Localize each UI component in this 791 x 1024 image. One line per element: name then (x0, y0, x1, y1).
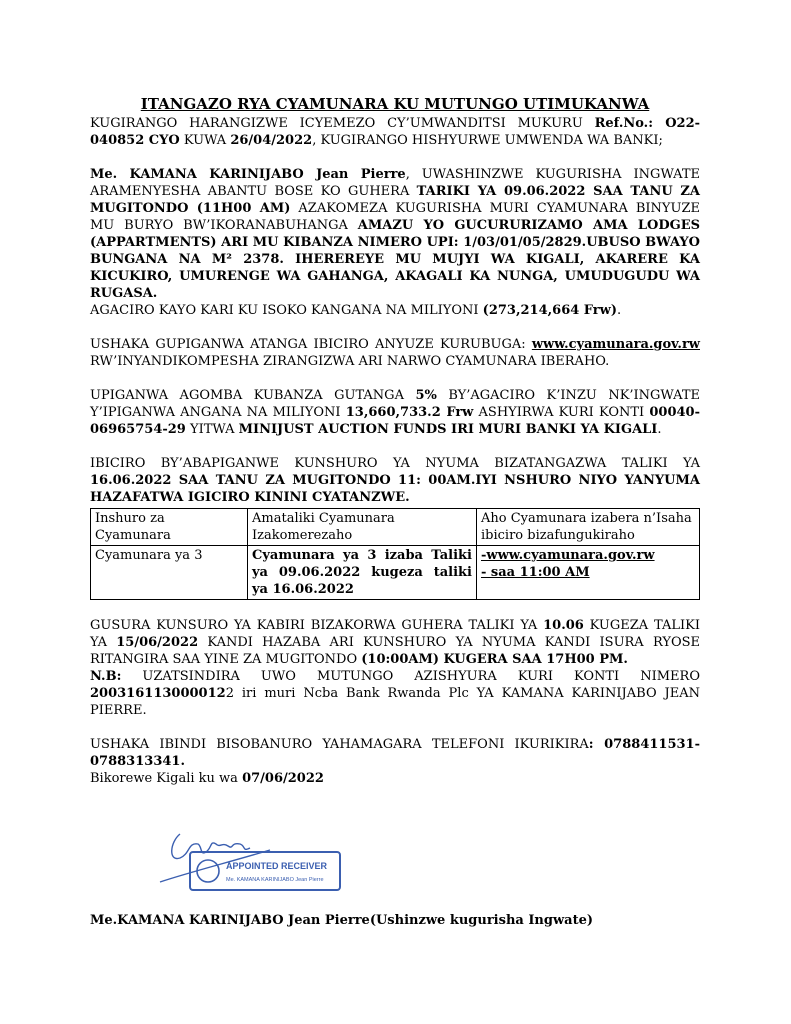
visit-end: 15/06/2022 (116, 635, 199, 650)
table-header: Aho Cyamunara izabera n’Isaha ibiciro bizafungukiraho (477, 509, 700, 546)
text: KUGEZA TALIKI YA (90, 618, 700, 650)
receiver-name: Me. KAMANA KARINIJABO Jean Pierre (90, 167, 406, 182)
document-title: ITANGAZO RYA CYAMUNARA KU MUTUNGO UTIMUKANWA (140, 95, 650, 113)
nb-label: N.B: (90, 669, 122, 684)
results-date: 16.06.2022 SAA TANU ZA MUGITONDO 11: 00AM.IYI NSHURO NIYO YANYUMA HAZAFATWA IGICIRO KININI CYATANZWE. (90, 473, 700, 505)
text: 2 iri muri Ncba Bank Rwanda Plc YA KAMANA KARINIJABO JEAN PIERRE. (90, 686, 700, 718)
text: Bikorewe Kigali ku wa (90, 771, 243, 786)
visit-start: 10.06 (543, 618, 584, 633)
deposit-account: 00040-06965754-29 (90, 405, 700, 437)
stamp-line2: Me. KAMANA KARINIJABO Jean Pierre (226, 877, 324, 883)
text: KANDI HAZABA ARI KUNSHURO YA NYUMA KANDI ISURA RYOSE RITANGIRA SAA YINE ZA MUGITONDO (90, 635, 700, 667)
deposit-paragraph (90, 387, 700, 438)
intro-text: , KUGIRANGO HISHYURWE UMWENDA WA BANKI; (312, 133, 663, 148)
intro-paragraph (90, 115, 700, 149)
deposit-amount: 13,660,733.2 Frw (345, 405, 474, 420)
announcement-paragraph (90, 166, 700, 319)
text: RW’INYANDIKOMPESHA ZIRANGIZWA ARI NARWO CYAMUNARA IBERAHO. (90, 354, 610, 369)
table-cell: Cyamunara ya 3 (91, 546, 248, 600)
auction-website-link[interactable]: www.cyamunara.gov.rw (531, 337, 700, 352)
text: UPIGANWA AGOMBA KUBANZA GUTANGA (90, 388, 416, 403)
table-row (91, 546, 700, 600)
text: UZATSINDIRA UWO MUTUNGO AZISHYURA KURI KONTI NIMERO (121, 669, 700, 684)
table-header: Inshuro za Cyamunara (91, 509, 248, 546)
table-cell: Cyamunara ya 3 izaba Taliki ya 09.06.2022 kugeza taliki ya 16.06.2022 (248, 546, 477, 600)
account-name: MINIJUST AUCTION FUNDS IRI MURI BANKI YA KIGALI (238, 422, 658, 437)
text: GUSURA KUNSURO YA KABIRI BIZAKORWA GUHERA TALIKI YA (90, 618, 544, 633)
text: USHAKA IBINDI BISOBANURO YAHAMAGARA TELEFONI IKURIKIRA (90, 737, 589, 752)
decision-date: 26/04/2022 (230, 133, 313, 148)
text: AGACIRO KAYO KARI KU ISOKO KANGANA NA MILIYONI (90, 303, 483, 318)
text: . (657, 422, 662, 437)
text: BY’AGACIRO K’INZU NK’INGWATE Y’IPIGANWA ANGANA NA MILIYONI (90, 388, 700, 420)
bidding-paragraph (90, 336, 700, 370)
text: . (617, 303, 622, 318)
intro-text: KUWA (179, 133, 231, 148)
reference-number: Ref.No.: O22-040852 CYO (90, 116, 701, 148)
text: ASHYIRWA KURI KONTI (473, 405, 650, 420)
nb-paragraph (90, 668, 700, 719)
stamp-line1: APPOINTED RECEIVER (226, 861, 328, 871)
property-value: (273,214,664 Frw) (482, 303, 618, 318)
property-description: AMAZU YO GUCURURIZAMO AMA LODGES (APPARTMENTS) ARI MU KIBANZA NIMERO UPI: 1/03/01/05/2829.UBUSO BWAYO BUNGANA NA M² 2378. IHEREREYE MU MUJYI WA KIGALI, AKARERE KA KICUKIRO, UMURENGE WA GAHANGA, AKAGALI KA NUNGA, UMUDUGUDU WA RUGASA. (90, 218, 700, 301)
signature-stamp (150, 822, 350, 902)
table-header-row (91, 509, 700, 546)
auction-website-link[interactable]: -www.cyamunara.gov.rw (481, 548, 655, 563)
visit-paragraph (90, 617, 700, 668)
text: AZAKOMEZA KUGURISHA MURI CYAMUNARA BINYUZE MU BURYO BW’IKORANABUHANGA (90, 201, 700, 233)
text: IBICIRO BY’ABAPIGANWE KUNSHURO YA NYUMA BIZATANGAZWA TALIKI YA (90, 456, 700, 471)
auction-schedule-table (90, 508, 700, 600)
auction-time: - saa 11:00 AM (481, 565, 590, 580)
signatory-name: Me.KAMANA KARINIJABO Jean Pierre(Ushinzwe kugurisha Ingwate) (90, 913, 594, 928)
document-body (90, 96, 700, 787)
phone-numbers: : 0788411531-0788313341. (90, 737, 700, 769)
deposit-percent: 5% (415, 388, 437, 403)
signed-date-line (90, 770, 700, 787)
results-paragraph (90, 455, 700, 506)
stamp-emblem (197, 860, 219, 882)
signed-date: 07/06/2022 (242, 771, 324, 786)
table-cell (477, 546, 700, 600)
text: , UWASHINZWE KUGURISHA INGWATE ARAMENYESHA ABANTU BOSE KO GUHERA (90, 167, 700, 199)
visit-hours: (10:00AM) KUGERA SAA 17H00 PM. (361, 652, 628, 667)
text: YITWA (185, 422, 239, 437)
text: USHAKA GUPIGANWA ATANGA IBICIRO ANYUZE KURUBUGA: (90, 337, 532, 352)
payment-account: 200316113000012 (90, 686, 226, 701)
table-header: Amataliki Cyamunara Izakomerezaho (248, 509, 477, 546)
stamp-box (190, 852, 340, 890)
intro-text: KUGIRANGO HARANGIZWE ICYEMEZO CY’UMWANDITSI MUKURU (90, 116, 595, 131)
auction-start: TARIKI YA 09.06.2022 SAA TANU ZA MUGITONDO (11H00 AM) (90, 184, 700, 216)
signature (160, 834, 270, 882)
contact-paragraph (90, 736, 700, 770)
